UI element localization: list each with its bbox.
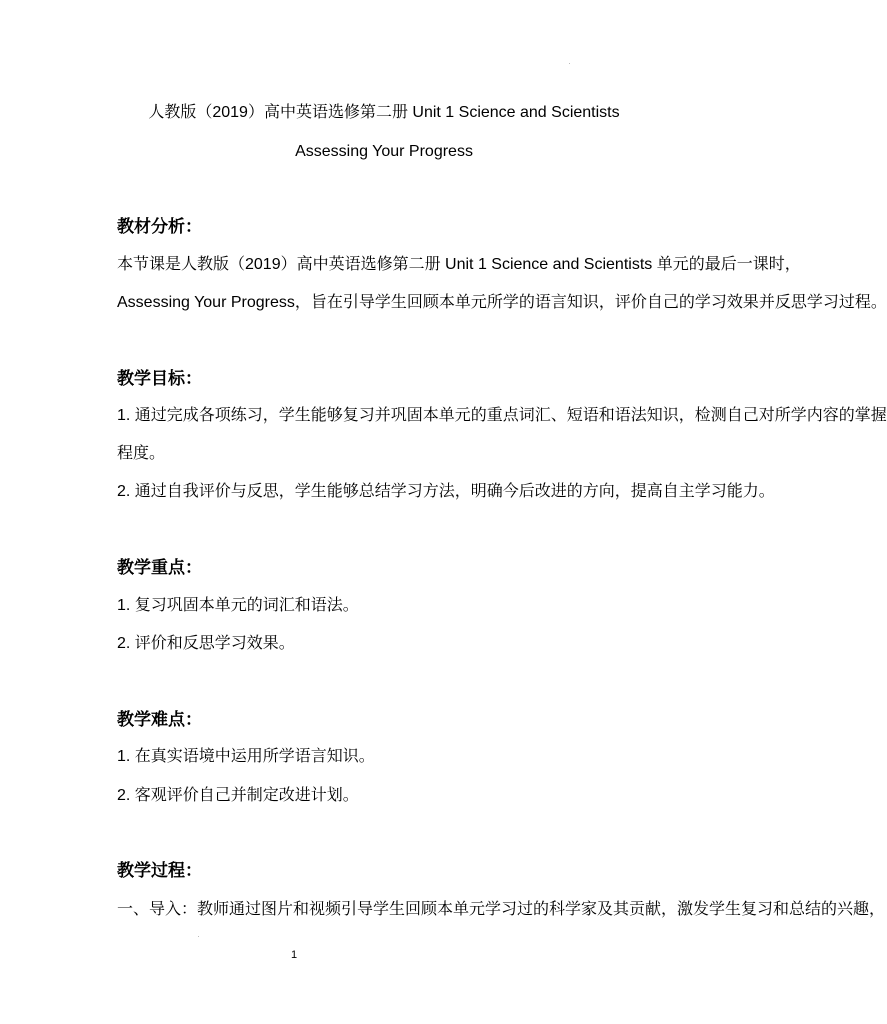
document-title: 人教版（2019）高中英语选修第二册 Unit 1 Science and Scientists bbox=[148, 104, 620, 121]
section-heading-objectives: 教学目标： bbox=[117, 369, 202, 388]
section-heading-textbook-analysis: 教材分析： bbox=[117, 217, 202, 236]
paragraph-line: 一、导入：教师通过图片和视频引导学生回顾本单元学习过的科学家及其贡献，激发学生复习和总结的兴趣， bbox=[117, 901, 886, 918]
list-item-continuation: 程度。 bbox=[117, 445, 166, 462]
list-item: 1. 复习巩固本单元的词汇和语法。 bbox=[117, 597, 359, 614]
paragraph-line: Assessing Your Progress，旨在引导学生回顾本单元所学的语言知识，评价自己的学习效果并反思学习过程。 bbox=[117, 294, 887, 311]
document-subtitle: Assessing Your Progress bbox=[295, 143, 473, 160]
paragraph-line: 本节课是人教版（2019）高中英语选修第二册 Unit 1 Science and Scientists 单元的最后一课时， bbox=[117, 256, 801, 273]
list-item: 1. 在真实语境中运用所学语言知识。 bbox=[117, 748, 375, 765]
list-item: 2. 评价和反思学习效果。 bbox=[117, 635, 295, 652]
list-item: 2. 通过自我评价与反思，学生能够总结学习方法，明确今后改进的方向，提高自主学习能力。 bbox=[117, 483, 775, 500]
list-item: 1. 通过完成各项练习，学生能够复习并巩固本单元的重点词汇、短语和语法知识，检测自己对所学内容的掌握 bbox=[117, 407, 887, 424]
list-item: 2. 客观评价自己并制定改进计划。 bbox=[117, 787, 359, 804]
scan-speck bbox=[198, 936, 199, 937]
section-heading-procedure: 教学过程： bbox=[117, 861, 202, 880]
section-heading-key-points: 教学重点： bbox=[117, 558, 202, 577]
scan-speck bbox=[569, 63, 570, 64]
section-heading-difficulties: 教学难点： bbox=[117, 710, 202, 729]
page-number: 1 bbox=[290, 949, 298, 961]
